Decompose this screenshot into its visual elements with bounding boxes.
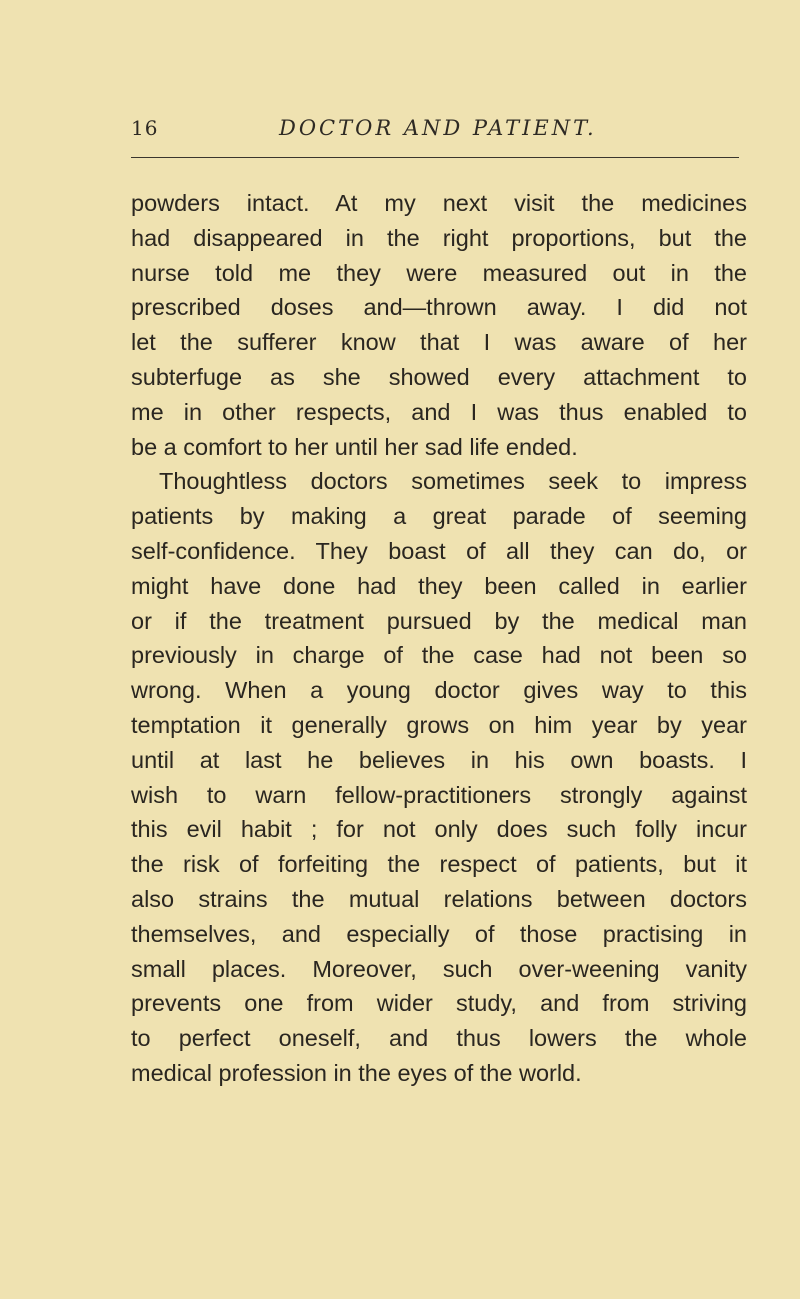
page-number: 16 (131, 116, 159, 140)
text-line: let the sufferer know that I was aware of her (131, 329, 747, 356)
text-line: wish to warn fellow-practitioners strongly against (131, 781, 747, 808)
text-line: temptation it generally grows on him year by year (131, 711, 747, 738)
text-line: also strains the mutual relations between doctors (131, 885, 747, 912)
text-line: patients by making a great parade of seeming (131, 503, 747, 530)
text-line: had disappeared in the right proportions, but the (131, 224, 747, 251)
text-line: be a comfort to her until her sad life ended. (131, 433, 578, 460)
text-line: me in other respects, and I was thus enabled to (131, 398, 747, 425)
running-title: DOCTOR AND PATIENT. (279, 116, 597, 140)
text-line: wrong. When a young doctor gives way to this (131, 677, 747, 704)
text-line: might have done had they been called in earlier (131, 572, 747, 599)
text-line: small places. Moreover, such over-weening vanity (131, 955, 747, 982)
text-line: subterfuge as she showed every attachment to (131, 363, 747, 390)
body-text (131, 186, 747, 1091)
text-line: previously in charge of the case had not been so (131, 642, 747, 669)
text-line: or if the treatment pursued by the medical man (131, 607, 747, 634)
text-line: this evil habit ; for not only does such folly incur (131, 816, 747, 843)
text-line: powders intact. At my next visit the medicines (131, 190, 747, 216)
page-header (131, 116, 747, 146)
text-line: prescribed doses and—thrown away. I did not (131, 294, 747, 321)
header-rule (131, 157, 739, 158)
text-line: the risk of forfeiting the respect of patients, but it (131, 851, 747, 878)
text-line: themselves, and especially of those practising in (131, 920, 747, 947)
text-line: Thoughtless doctors sometimes seek to impress (159, 468, 747, 495)
text-line: nurse told me they were measured out in the (131, 259, 747, 286)
text-line: to perfect oneself, and thus lowers the whole (131, 1025, 747, 1052)
text-line: until at last he believes in his own boasts. I (131, 746, 747, 773)
text-line: medical profession in the eyes of the world. (131, 1059, 582, 1086)
text-line: prevents one from wider study, and from striving (131, 990, 747, 1017)
text-line: self-confidence. They boast of all they can do, or (131, 537, 747, 564)
